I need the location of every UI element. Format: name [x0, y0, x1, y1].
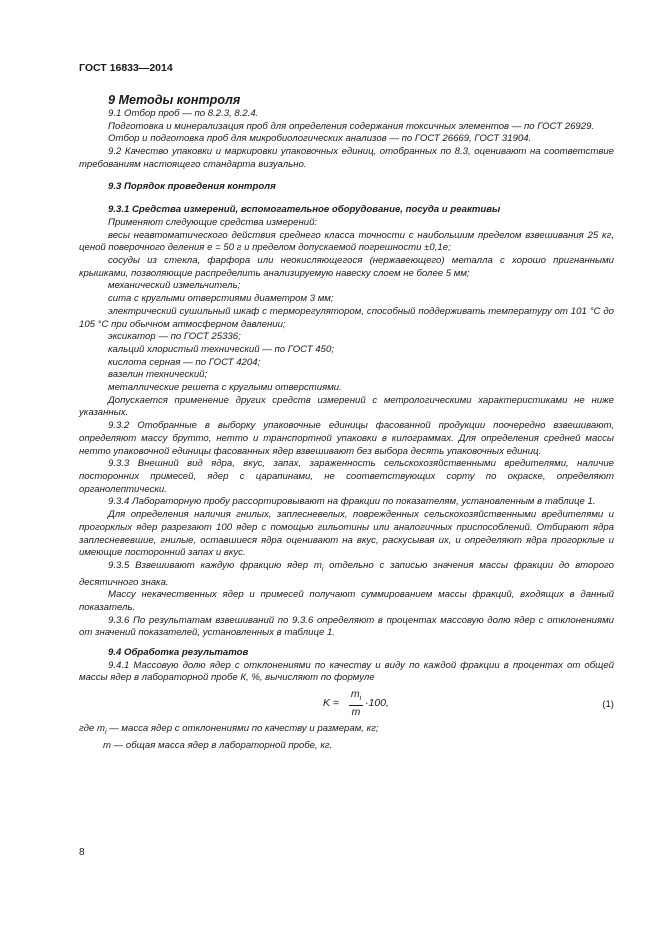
paragraph	[79, 560, 614, 589]
paragraph: 9.3.3 Внешний вид ядра, вкус, запах, зараженность сельскохозяйственными вредителями, наличие посторонних примесей, ядер с царапинами, не соответствующих сорту по окраске, определяют органолептически.	[79, 458, 614, 495]
paragraph: 9.2 Качество упаковки и маркировки упаковочных единиц, отобранных по 8.3, оценивают на соответствие требованиям настоящего стандарта визуально.	[79, 146, 614, 170]
list-item: сосуды из стекла, фарфора или неокисляющегося (нержавеющего) металла с хорошо пригнанными крышками, позволяющие распределить анализируемую навеску слоем не более 5 мм;	[79, 255, 614, 279]
math-sub: i	[359, 695, 362, 703]
formula-legend-item	[79, 723, 614, 740]
math-var: m	[350, 688, 360, 701]
document-header: ГОСТ 16833—2014	[79, 62, 173, 74]
list-item: механический измельчитель;	[108, 280, 241, 292]
formula-numerator	[349, 688, 363, 706]
formula-rhs: ·100,	[365, 697, 389, 710]
text-run: 9.3.5 Взвешивают каждую фракцию ядер	[108, 559, 314, 571]
math-var: m	[313, 559, 322, 571]
paragraph: Отбор и подготовка проб для микробиологических анализов — по ГОСТ 26669, ГОСТ 31904.	[108, 133, 532, 145]
section-title: 9 Методы контроля	[108, 93, 241, 107]
formula-fraction	[349, 688, 363, 718]
list-item: металлические решета с круглыми отверстиями.	[108, 382, 342, 394]
list-item: кальций хлористый технический — по ГОСТ 450;	[108, 343, 334, 355]
text-run: где	[79, 723, 97, 735]
formula-lhs: K =	[323, 697, 340, 710]
paragraph: 9.3.4 Лабораторную пробу рассортировывают на фракции по показателям, установленным в таблице 1.	[108, 496, 596, 508]
subsection-title: 9.3.1 Средства измерений, вспомогательное оборудование, посуда и реактивы	[108, 204, 501, 216]
paragraph: 9.1 Отбор проб — по 8.2.3, 8.2.4.	[108, 108, 259, 119]
paragraph: 9.4.1 Массовую долю ядер с отклонениями по качеству и виду по каждой фракции в процентах от общей массы ядер в лабораторной пробе К, %, вычисляют по формуле	[79, 659, 614, 684]
math-var: m	[96, 723, 105, 735]
equation-number: (1)	[602, 699, 614, 711]
formula	[79, 687, 614, 723]
subsection-title: 9.4 Обработка результатов	[108, 647, 249, 659]
page-content	[79, 92, 614, 752]
math-var: m	[103, 739, 111, 751]
paragraph: Подготовка и минерализация проб для определения содержания токсичных элементов — по ГОСТ 26929.	[108, 120, 595, 132]
paragraph: Применяют следующие средства измерений:	[108, 216, 318, 228]
text-run: — масса ядер с отклонениями по качеству и размерам, кг;	[106, 723, 379, 735]
math-sub: i	[104, 729, 107, 737]
text-run: — общая масса ядер в лабораторной пробе, кг.	[111, 739, 333, 751]
math-sub: i	[321, 565, 324, 573]
list-item: вазелин технический;	[108, 369, 208, 381]
formula-denominator: m	[351, 706, 361, 719]
subsection-title: 9.3 Порядок проведения контроля	[108, 180, 276, 192]
text-run: отдельно с записью значения массы фракции до второго десятичного знака.	[79, 559, 614, 588]
list-item: эксикатор — по ГОСТ 25336;	[108, 331, 241, 343]
page-number: 8	[79, 847, 85, 858]
paragraph: 9.3.2 Отобранные в выборку упаковочные единицы фасованной продукции поочередно взвешивают, определяют массу брутто, нетто и транспортной упаковки в килограммах. Для определения средней массы нетто упаковочной единицы фасованных ядер взвешивают без выбора десять упаковочных единиц.	[79, 420, 614, 457]
paragraph: Допускается применение других средств измерений с метрологическими характеристиками не ниже указанных.	[79, 394, 614, 419]
paragraph: Массу некачественных ядер и примесей получают суммированием массы фракций, входящих в данный показатель.	[79, 589, 614, 613]
list-item: кислота серная — по ГОСТ 4204;	[108, 356, 261, 368]
paragraph: Для определения наличия гнилых, заплесневелых, поврежденных сельскохозяйственными вредителями и прогорклых ядер разрезают 100 ядер с помощью гильотины или аналогичных приспособлений. Отбирают ядра заплесневевшие, гнилые, оставшиеся ядра оценивают на вкус, раскусывая их, и определяют ядра прогорклые и имеющие посторонний запах и вкус.	[79, 509, 614, 559]
paragraph: 9.3.6 По результатам взвешиваний по 9.3.6 определяют в процентах массовую долю ядер с отклонениями от значений показателей, установленных в таблице 1.	[79, 614, 614, 639]
list-item: электрический сушильный шкаф с терморегулятором, способный поддерживать температуру от 101 °C до 105 °C при обычном атмосферном давлении;	[79, 305, 614, 330]
list-item: весы неавтоматического действия среднего класса точности с наибольшим пределом взвешивания 25 кг, ценой поверочного деления e = 50 г и пределом допускаемой погрешности ±0,1e;	[79, 229, 614, 254]
list-item: сита с круглыми отверстиями диаметром 3 мм;	[108, 293, 334, 305]
formula-legend-item	[79, 740, 614, 753]
